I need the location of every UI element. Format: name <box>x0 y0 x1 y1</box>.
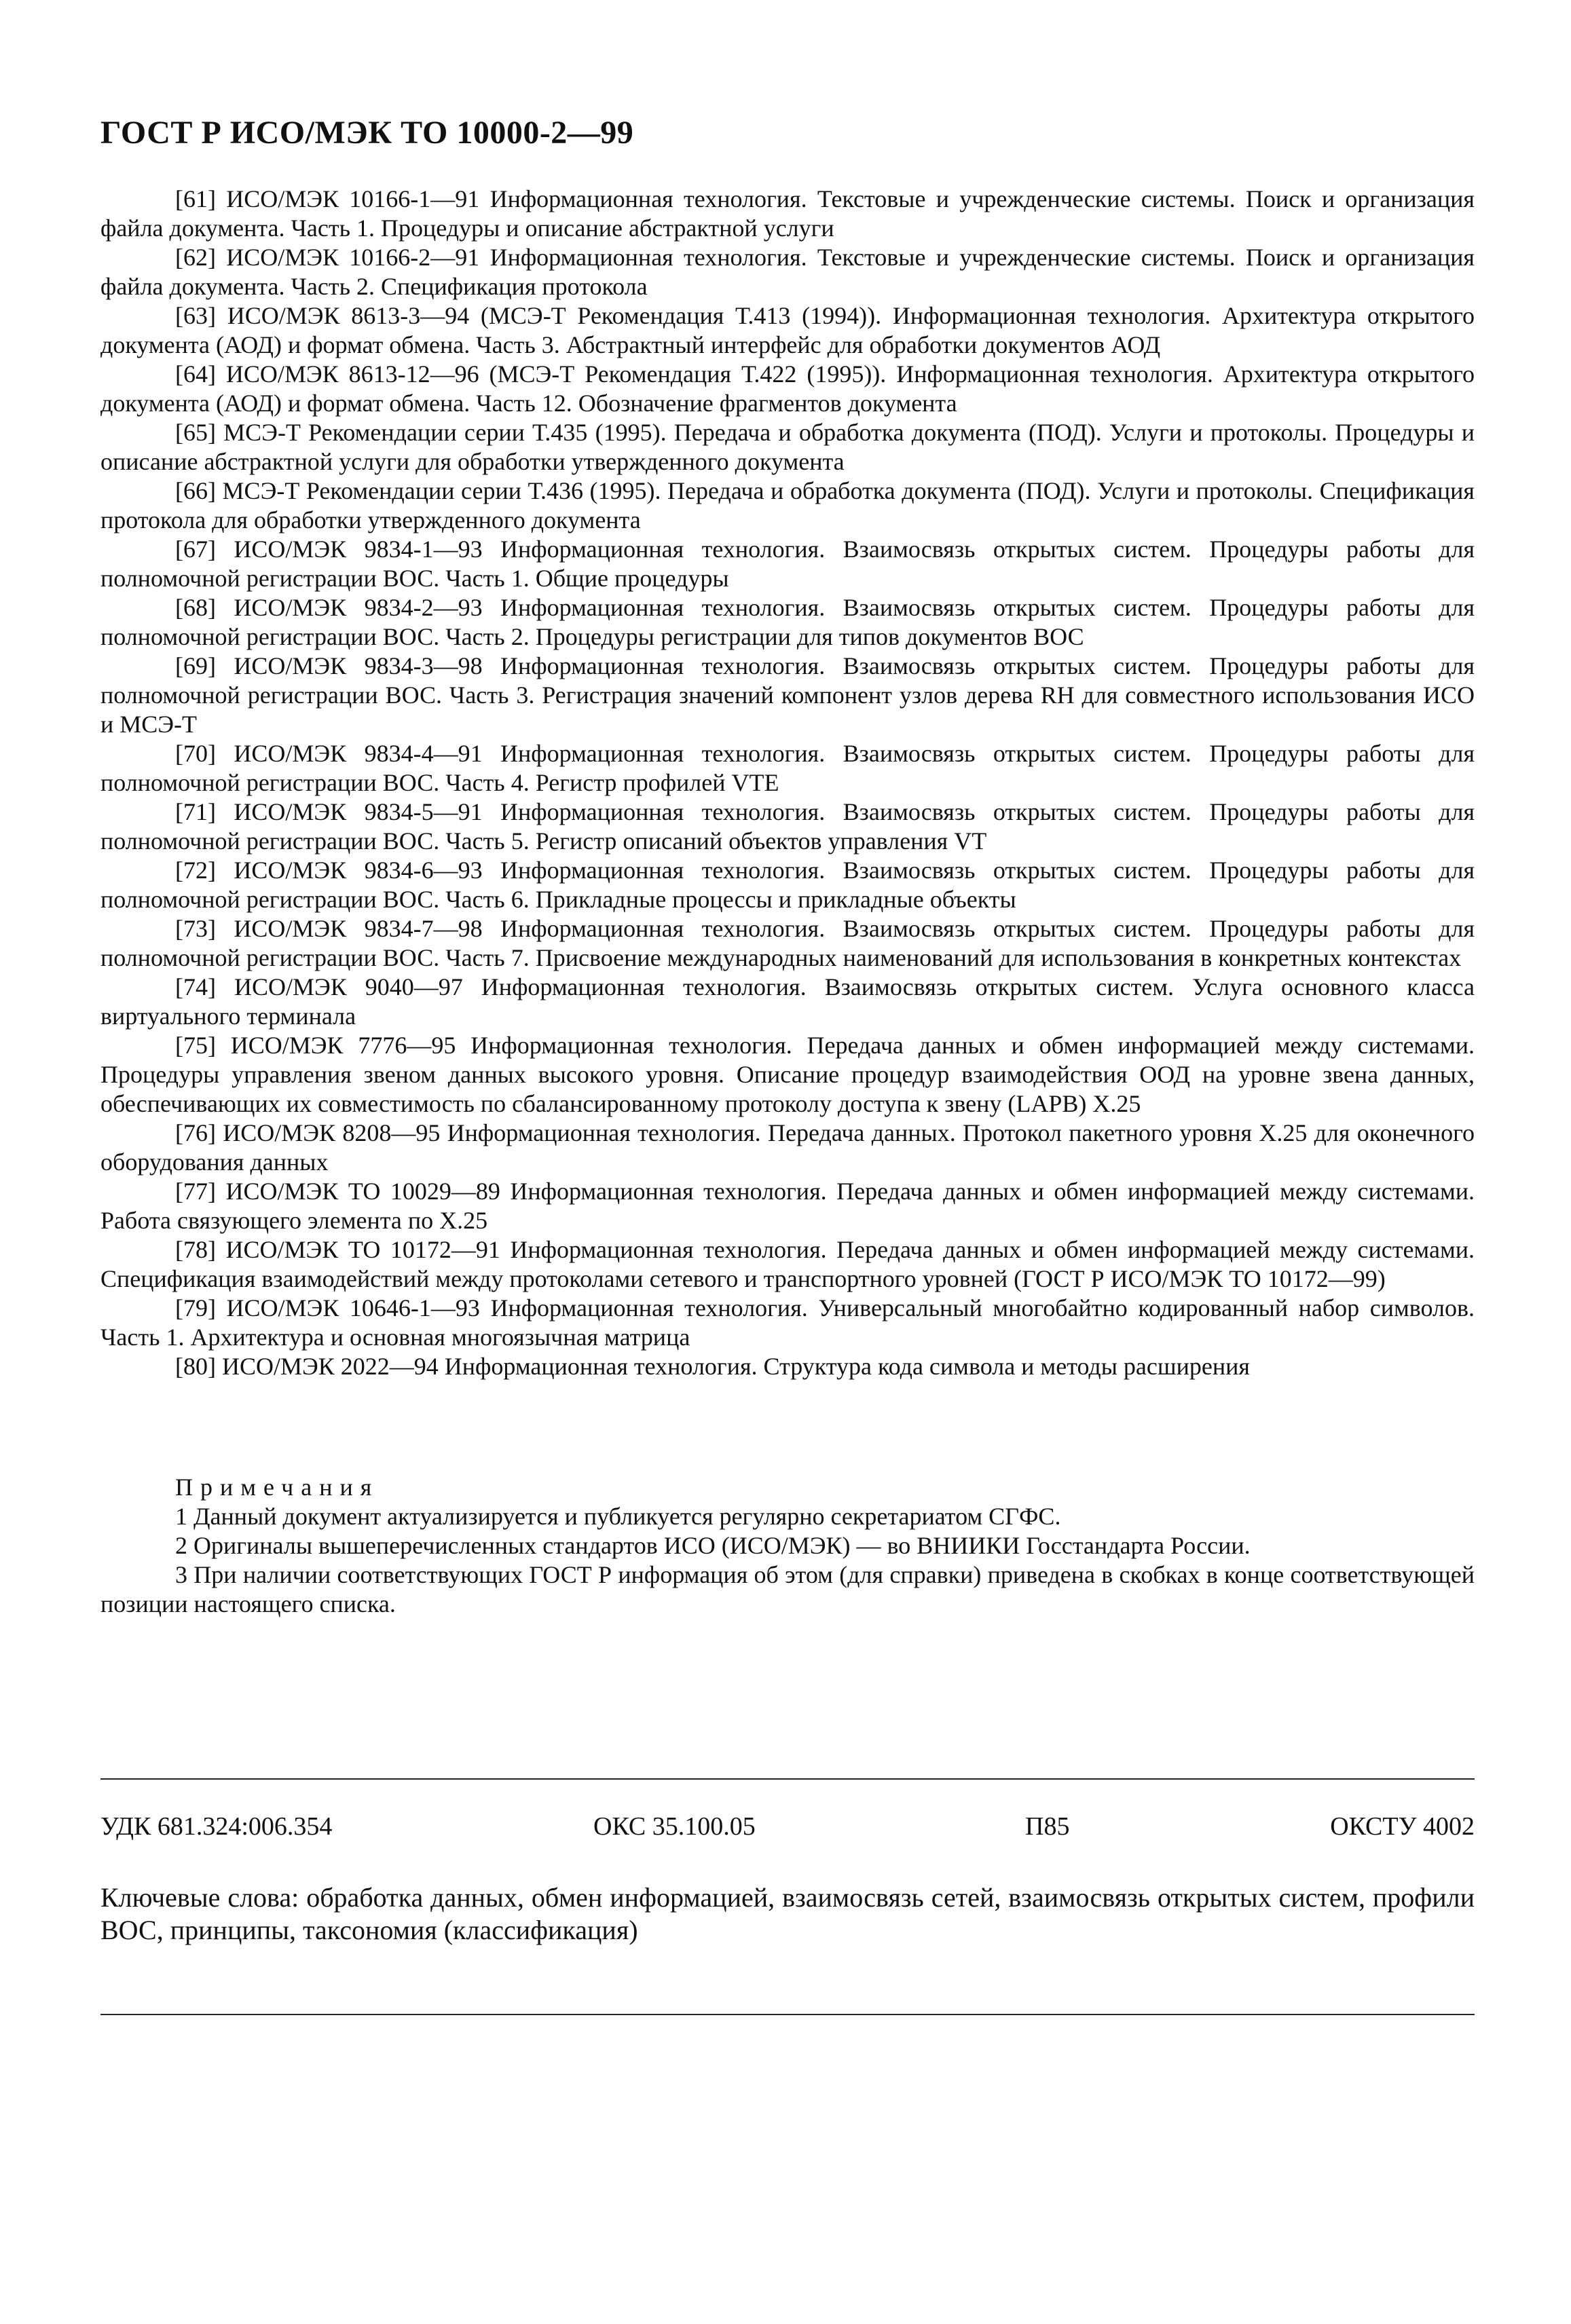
reference-list <box>100 185 1475 1381</box>
reference-item: [61] ИСО/МЭК 10166-1—91 Информационная технология. Текстовые и учрежденческие системы. Поиск и организация файла документа. Часть 1. Процедуры и описание абстрактной услуги <box>100 185 1475 242</box>
reference-item: [74] ИСО/МЭК 9040—97 Информационная технология. Взаимосвязь открытых систем. Услуга основного класса виртуального терминала <box>100 973 1475 1030</box>
reference-item: [73] ИСО/МЭК 9834-7—98 Информационная технология. Взаимосвязь открытых систем. Процедуры работы для полномочной регистрации ВОС. Часть 7. Присвоение международных наименований для использования в конкретных контекстах <box>100 915 1475 971</box>
note-item: 1 Данный документ актуализируется и публикуется регулярно секретариатом СГФС. <box>175 1503 1061 1530</box>
reference-item: [66] МСЭ-Т Рекомендации серии Т.436 (1995). Передача и обработка документа (ПОД). Услуги и протоколы. Спецификация протокола для обработки утвержденного документа <box>100 477 1475 533</box>
reference-item: [80] ИСО/МЭК 2022—94 Информационная технология. Структура кода символа и методы расширения <box>175 1353 1250 1380</box>
note-item: 3 При наличии соответствующих ГОСТ Р информация об этом (для справки) приведена в скобках в конце соответствующей позиции настоящего списка. <box>100 1561 1475 1617</box>
reference-item: [70] ИСО/МЭК 9834-4—91 Информационная технология. Взаимосвязь открытых систем. Процедуры работы для полномочной регистрации ВОС. Часть 4. Регистр профилей VTE <box>100 740 1475 796</box>
reference-item: [69] ИСО/МЭК 9834-3—98 Информационная технология. Взаимосвязь открытых систем. Процедуры работы для полномочной регистрации ВОС. Часть 3. Регистрация значений компонент узлов дерева RH для совместного использования ИСО и МСЭ-Т <box>100 652 1475 738</box>
reference-item: [67] ИСО/МЭК 9834-1—93 Информационная технология. Взаимосвязь открытых систем. Процедуры работы для полномочной регистрации ВОС. Часть 1. Общие процедуры <box>100 536 1475 592</box>
page-header-title: ГОСТ Р ИСО/МЭК ТО 10000-2—99 <box>100 115 634 151</box>
keywords: Ключевые слова: обработка данных, обмен информацией, взаимосвязь сетей, взаимосвязь открытых систем, профили ВОС, принципы, таксономия (классификация) <box>100 1882 1475 1945</box>
reference-item: [62] ИСО/МЭК 10166-2—91 Информационная технология. Текстовые и учрежденческие системы. Поиск и организация файла документа. Часть 2. Спецификация протокола <box>100 244 1475 300</box>
note-item: 2 Оригиналы вышеперечисленных стандартов ИСО (ИСО/МЭК) — во ВНИИКИ Госстандарта России. <box>175 1532 1251 1559</box>
reference-item: [71] ИСО/МЭК 9834-5—91 Информационная технология. Взаимосвязь открытых систем. Процедуры работы для полномочной регистрации ВОС. Часть 5. Регистр описаний объектов управления VT <box>100 798 1475 855</box>
reference-item: [76] ИСО/МЭК 8208—95 Информационная технология. Передача данных. Протокол пакетного уровня X.25 для оконечного оборудования данных <box>100 1119 1475 1176</box>
footer-divider-top <box>100 1778 1475 1780</box>
reference-item: [65] МСЭ-Т Рекомендации серии Т.435 (1995). Передача и обработка документа (ПОД). Услуги и протоколы. Процедуры и описание абстрактной услуги для обработки утвержденного документа <box>100 419 1475 475</box>
oks-code: ОКС 35.100.05 <box>593 1812 756 1841</box>
footer-divider-bottom <box>100 2014 1475 2015</box>
notes-section <box>100 1473 1475 1619</box>
reference-item: [64] ИСО/МЭК 8613-12—96 (МСЭ-Т Рекомендация Т.422 (1995)). Информационная технология. Архитектура открытого документа (АОД) и формат обмена. Часть 12. Обозначение фрагментов документа <box>100 360 1475 417</box>
reference-item: [68] ИСО/МЭК 9834-2—93 Информационная технология. Взаимосвязь открытых систем. Процедуры работы для полномочной регистрации ВОС. Часть 2. Процедуры регистрации для типов документов ВОС <box>100 594 1475 650</box>
notes-title: Примечания <box>175 1474 380 1501</box>
reference-item: [78] ИСО/МЭК ТО 10172—91 Информационная технология. Передача данных и обмен информацией между системами. Спецификация взаимодействий между протоколами сетевого и транспортного уровней (ГОСТ Р ИСО/МЭК ТО 10172—99) <box>100 1236 1475 1292</box>
p-code: П85 <box>1025 1812 1070 1841</box>
reference-item: [79] ИСО/МЭК 10646-1—93 Информационная технология. Универсальный многобайтно кодированный набор символов. Часть 1. Архитектура и основная многоязычная матрица <box>100 1294 1475 1351</box>
reference-item: [77] ИСО/МЭК ТО 10029—89 Информационная технология. Передача данных и обмен информацией между системами. Работа связующего элемента по X.25 <box>100 1178 1475 1234</box>
reference-item: [75] ИСО/МЭК 7776—95 Информационная технология. Передача данных и обмен информацией между системами. Процедуры управления звеном данных высокого уровня. Описание процедур взаимодействия ООД на уровне звена данных, обеспечивающих их совместимость по сбалансированному протоколу доступа к звену (LAPB) X.25 <box>100 1032 1475 1117</box>
reference-item: [72] ИСО/МЭК 9834-6—93 Информационная технология. Взаимосвязь открытых систем. Процедуры работы для полномочной регистрации ВОС. Часть 6. Прикладные процессы и прикладные объекты <box>100 857 1475 913</box>
udk-code: УДК 681.324:006.354 <box>100 1812 333 1841</box>
reference-item: [63] ИСО/МЭК 8613-3—94 (МСЭ-Т Рекомендация Т.413 (1994)). Информационная технология. Архитектура открытого документа (АОД) и формат обмена. Часть 3. Абстрактный интерфейс для обработки документов АОД <box>100 302 1475 358</box>
okstu-code: ОКСТУ 4002 <box>1330 1812 1475 1841</box>
